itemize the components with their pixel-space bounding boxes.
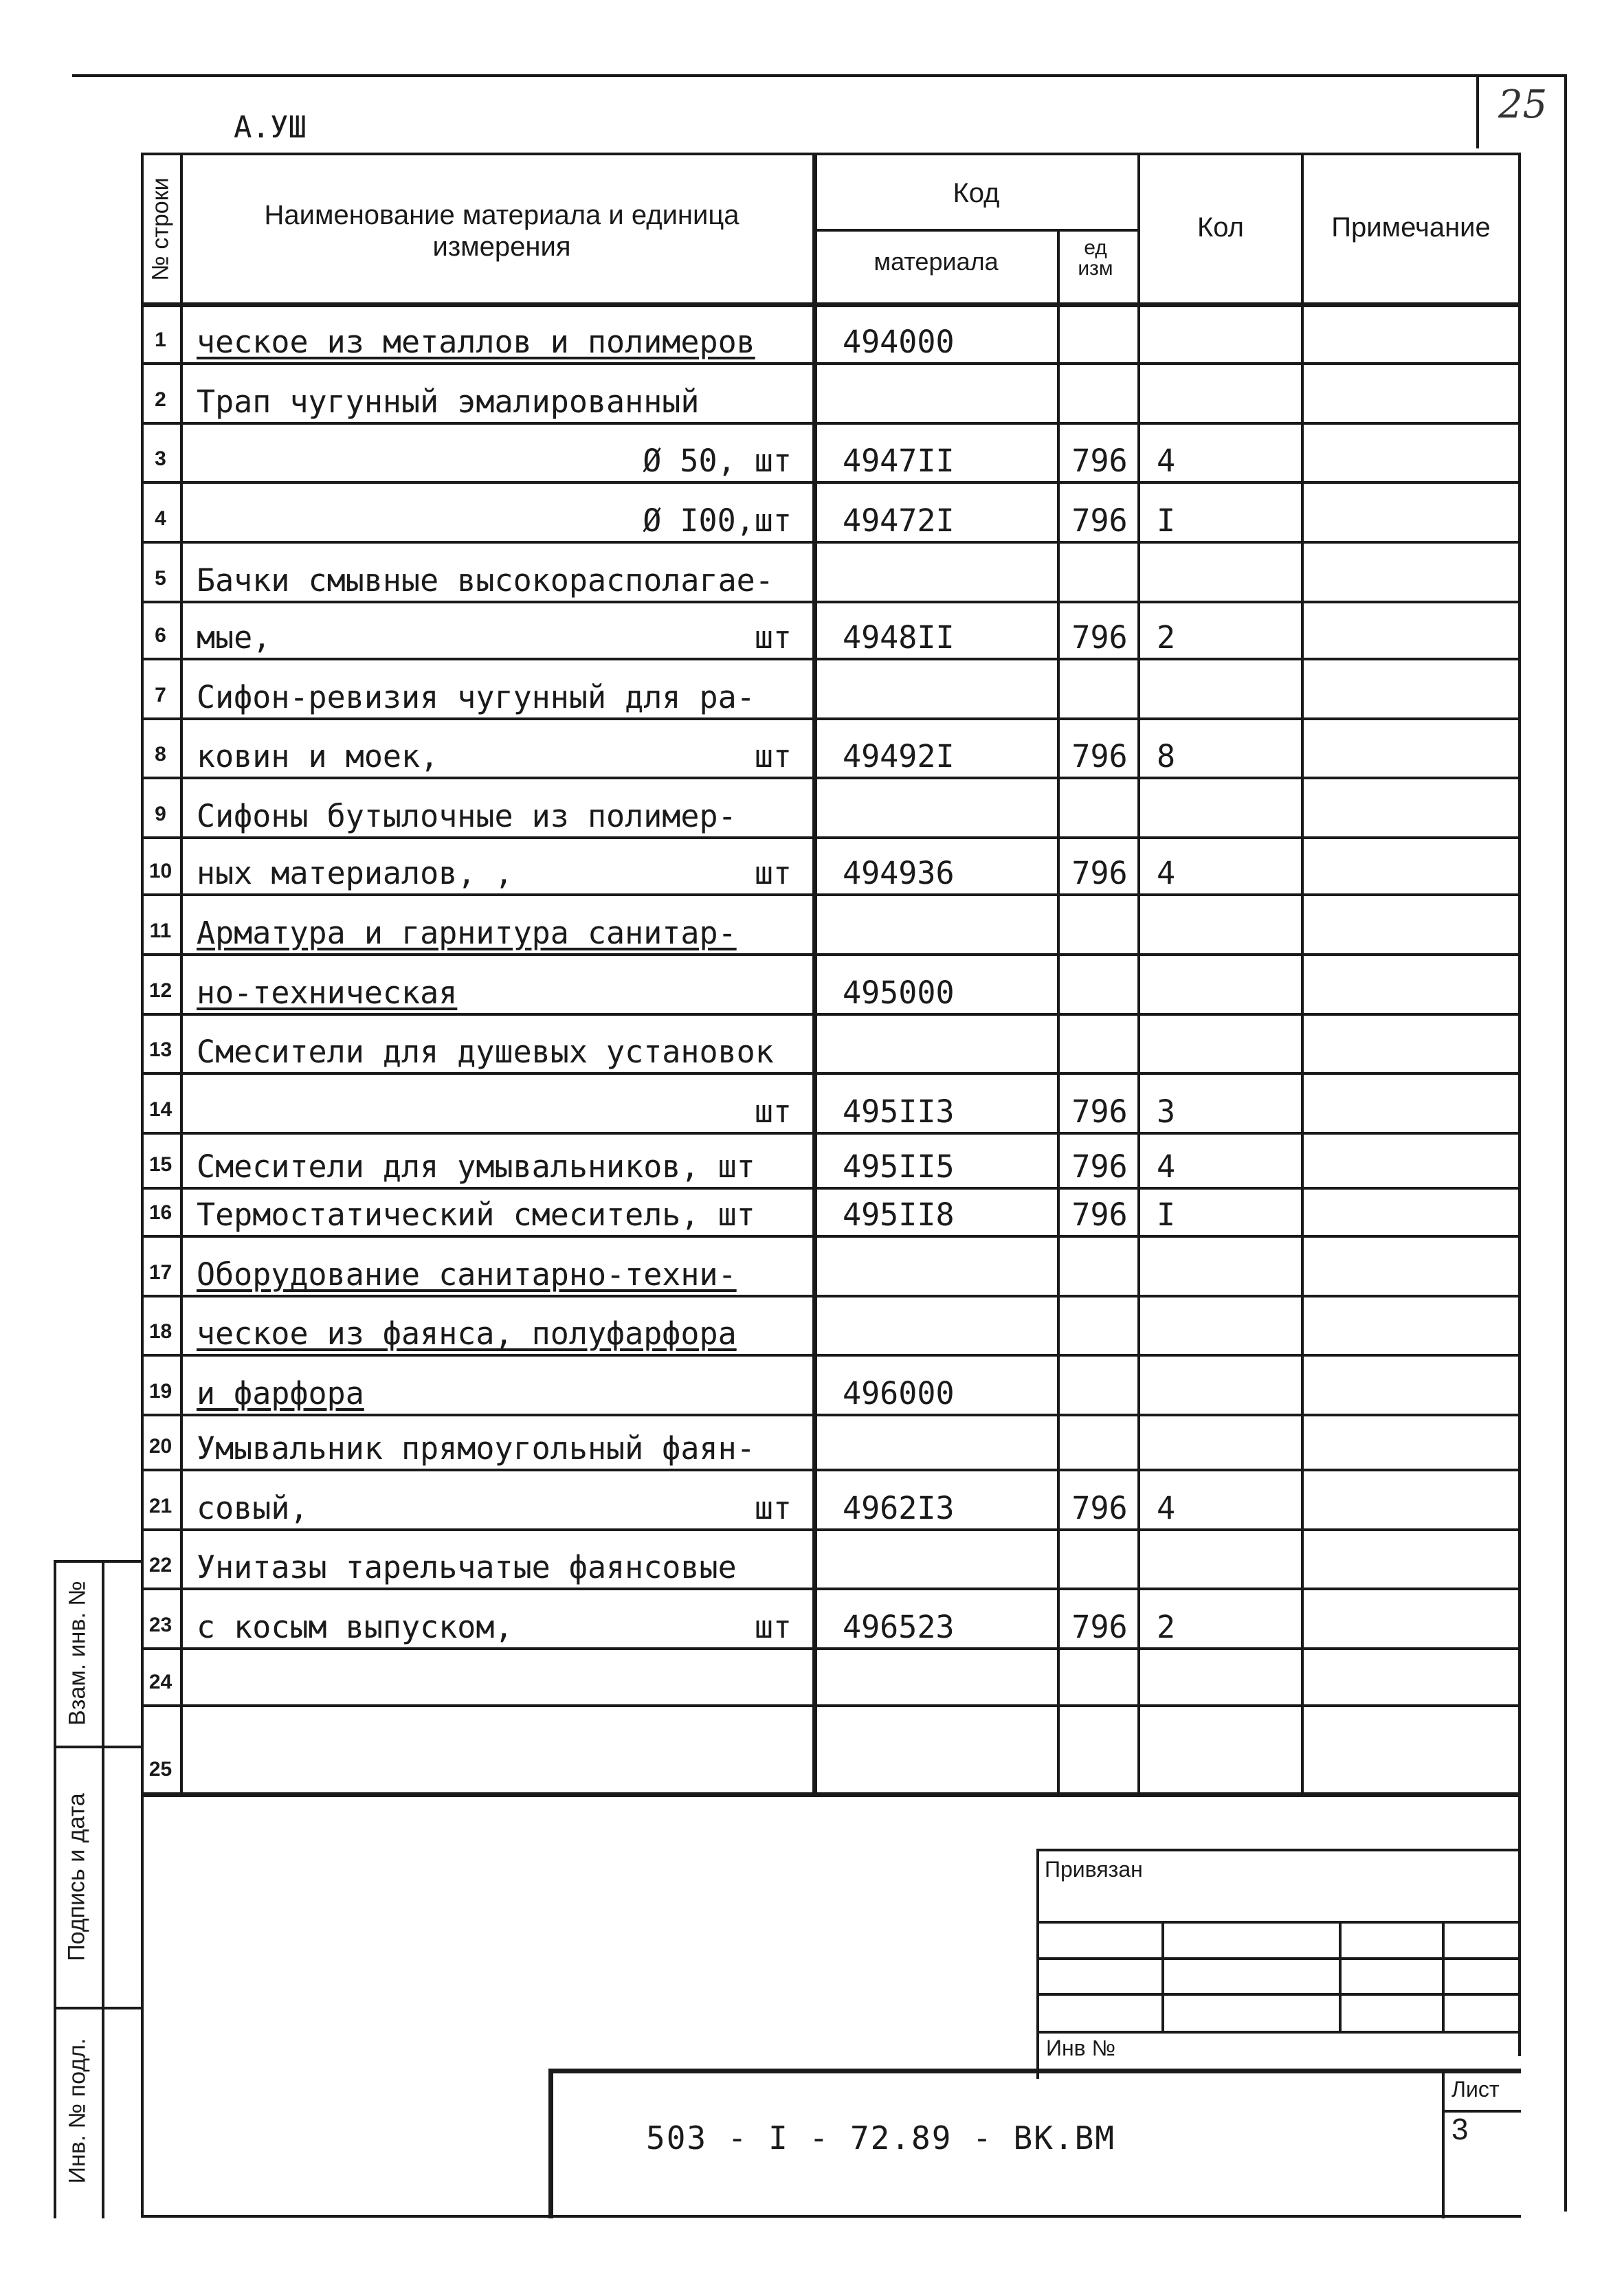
table-row	[141, 1356, 1518, 1416]
row-number: 18	[148, 1320, 173, 1343]
stamp-left	[1036, 1849, 1039, 2079]
row-unit-text: Ø 50, шт	[643, 443, 792, 479]
row-quantity: 3	[1157, 1093, 1176, 1130]
row-name	[180, 424, 812, 483]
row-material-code: 4962I3	[843, 1490, 955, 1526]
row-number: 7	[155, 684, 166, 706]
row-name-text: Арматура и гарнитура санитар-	[197, 915, 737, 951]
table-row	[141, 1416, 1518, 1471]
row-quantity: I	[1157, 502, 1176, 539]
header-code-group: Код	[953, 178, 1000, 208]
page-number: 25	[1498, 82, 1548, 127]
row-name	[180, 895, 812, 955]
row-name-text: ковин и моек,	[197, 738, 439, 775]
table-row	[141, 1649, 1518, 1706]
row-number: 9	[155, 803, 166, 825]
row-name-text: Сифоны бутылочные из полимер-	[197, 798, 737, 834]
row-name	[180, 304, 812, 364]
row-number: 4	[155, 507, 166, 530]
frame-top-border	[141, 153, 1521, 155]
stamp-vline-2	[1339, 1921, 1342, 2031]
row-name	[180, 1356, 812, 1416]
row-name-text: Умывальник прямоугольный фаян-	[197, 1430, 755, 1467]
table-bottom-border	[141, 1792, 1521, 1797]
row-unit-code: 796	[1071, 619, 1128, 656]
table-row	[141, 304, 1518, 364]
page-number-box-left	[1476, 74, 1479, 148]
stamp-vline-3	[1442, 1921, 1445, 2031]
table-row	[141, 1471, 1518, 1530]
row-unit-text: шт	[754, 1490, 792, 1526]
table-row	[141, 1297, 1518, 1356]
row-name-text: ческое из металлов и полимеров	[197, 324, 755, 360]
row-unit-text: шт	[754, 1093, 792, 1130]
table-row	[141, 838, 1518, 895]
table-row	[141, 955, 1518, 1015]
header-note: Примечание	[1331, 212, 1491, 243]
row-material-code: 495II8	[843, 1196, 955, 1233]
row-unit-text: шт	[754, 738, 792, 775]
row-material-code: 4948II	[843, 619, 955, 656]
stamp-line-2	[1036, 1957, 1521, 1960]
row-unit-code: 796	[1071, 855, 1128, 891]
row-name-text: ных материалов, ,	[197, 855, 513, 891]
table-row	[141, 1706, 1518, 1794]
document-code: 503 - I - 72.89 - ВК.ВМ	[646, 2119, 1115, 2157]
row-quantity: 4	[1157, 443, 1176, 479]
row-name-text: Трап чугунный эмалированный	[197, 383, 700, 420]
row-material-code: 4947II	[843, 443, 955, 479]
row-name	[180, 603, 812, 660]
row-material-code: 495000	[843, 974, 955, 1011]
row-quantity: I	[1157, 1196, 1176, 1233]
row-number: 10	[148, 860, 173, 882]
row-number: 6	[155, 624, 166, 647]
row-unit-text: шт	[754, 1609, 792, 1645]
row-number: 15	[148, 1153, 173, 1176]
table-row	[141, 1189, 1518, 1237]
row-number: 1	[155, 328, 166, 351]
row-unit-code: 796	[1071, 1093, 1128, 1130]
row-number: 11	[149, 920, 172, 942]
row-number: 24	[148, 1671, 173, 1693]
row-name	[180, 779, 812, 838]
row-unit-code: 796	[1071, 738, 1128, 775]
table-row	[141, 1590, 1518, 1649]
row-name-text: но-техническая	[197, 974, 458, 1011]
row-material-code: 495II5	[843, 1148, 955, 1185]
table-row	[141, 424, 1518, 483]
row-name-text: Унитазы тарельчатые фаянсовые	[197, 1549, 737, 1585]
row-name	[180, 483, 812, 543]
table-row	[141, 895, 1518, 955]
table-row	[141, 1237, 1518, 1297]
row-name	[180, 660, 812, 720]
row-unit-code: 796	[1071, 1490, 1128, 1526]
row-material-code: 496523	[843, 1609, 955, 1645]
row-name	[180, 364, 812, 424]
titleblock-left	[548, 2069, 553, 2218]
stamp-inv-no: Инв №	[1046, 2036, 1115, 2060]
row-name	[180, 1530, 812, 1590]
stamp-line-4	[1036, 2031, 1521, 2034]
row-name-text: Смесители для душевых установок	[197, 1034, 774, 1070]
row-name-text: мые,	[197, 619, 271, 656]
titleblock-sheet-divider	[1442, 2069, 1445, 2218]
table-row	[141, 1134, 1518, 1189]
row-name-text: Смесители для умывальников, шт	[197, 1148, 755, 1185]
row-quantity: 8	[1157, 738, 1176, 775]
header-unit-code: ед изм	[1078, 236, 1113, 280]
row-name	[180, 1416, 812, 1471]
row-number: 5	[155, 567, 166, 590]
side-strip-left	[54, 1560, 56, 2218]
table-row	[141, 720, 1518, 779]
row-quantity: 4	[1157, 855, 1176, 891]
row-unit-text: шт	[754, 619, 792, 656]
row-number: 21	[148, 1495, 173, 1517]
row-material-code: 496000	[843, 1375, 955, 1412]
stamp-line-3	[1036, 1993, 1521, 1996]
sheet-code-label: А.УШ	[234, 110, 307, 145]
row-material-code: 49492I	[843, 738, 955, 775]
header-qty: Кол	[1197, 212, 1244, 243]
row-name	[180, 1297, 812, 1356]
row-name	[180, 1074, 812, 1134]
row-name	[180, 1706, 812, 1794]
titleblock-top	[548, 2069, 1521, 2073]
row-name	[180, 838, 812, 895]
row-unit-code: 796	[1071, 1196, 1128, 1233]
row-number: 3	[155, 447, 166, 470]
row-unit-text: Ø I00,шт	[643, 502, 792, 539]
top-border-line	[72, 74, 1567, 77]
row-quantity: 2	[1157, 619, 1176, 656]
row-name	[180, 1590, 812, 1649]
header-material: материала	[874, 247, 999, 276]
row-name	[180, 1134, 812, 1189]
stamp-top	[1036, 1849, 1521, 1851]
row-number: 25	[148, 1758, 173, 1781]
row-name	[180, 955, 812, 1015]
row-material-code: 494936	[843, 855, 955, 891]
row-number: 12	[148, 979, 173, 1002]
row-name-text: Оборудование санитарно-техни-	[197, 1256, 737, 1293]
stamp-line-1	[1036, 1921, 1521, 1924]
row-number: 8	[155, 743, 166, 766]
table-row	[141, 1074, 1518, 1134]
row-number: 16	[148, 1201, 173, 1224]
row-name-text: Бачки смывные высокорасполагае-	[197, 562, 774, 599]
stamp-privyazan: Привязан	[1045, 1857, 1143, 1882]
row-name	[180, 720, 812, 779]
side-label-podpis: Подпись и дата	[63, 1793, 90, 1961]
table-row	[141, 543, 1518, 603]
frame-right-border	[1518, 153, 1521, 2056]
row-material-code: 495II3	[843, 1093, 955, 1130]
row-name	[180, 1189, 812, 1237]
row-unit-code: 796	[1071, 1609, 1128, 1645]
row-quantity: 2	[1157, 1609, 1176, 1645]
row-number: 22	[148, 1554, 173, 1577]
row-number: 19	[148, 1380, 173, 1403]
row-name-text: Термостатический смеситель, шт	[197, 1196, 755, 1233]
row-material-code: 49472I	[843, 502, 955, 539]
table-row	[141, 1530, 1518, 1590]
row-name	[180, 543, 812, 603]
sheet-label: Лист	[1451, 2077, 1500, 2102]
table-row	[141, 603, 1518, 660]
table-row	[141, 1015, 1518, 1074]
table-row	[141, 364, 1518, 424]
side-strip-inner	[102, 1560, 104, 2218]
header-rownum-cell	[141, 153, 180, 302]
header-name: Наименование материала и единица измерения	[264, 200, 739, 262]
row-number: 23	[148, 1614, 173, 1636]
row-unit-code: 796	[1071, 1148, 1128, 1185]
row-name	[180, 1015, 812, 1074]
row-quantity: 4	[1157, 1148, 1176, 1185]
table-row	[141, 779, 1518, 838]
row-unit-text: шт	[754, 855, 792, 891]
row-name-text: с косым выпуском,	[197, 1609, 513, 1645]
header-rownum: № строки	[147, 177, 174, 281]
row-name-text: совый,	[197, 1490, 309, 1526]
row-name-text: ческое из фаянса, полуфарфора	[197, 1315, 737, 1352]
row-name	[180, 1649, 812, 1706]
sheet-number: 3	[1451, 2113, 1469, 2146]
row-name	[180, 1237, 812, 1297]
table-row	[141, 660, 1518, 720]
header-code-divider	[812, 229, 1137, 232]
row-name-text: и фарфора	[197, 1375, 364, 1412]
row-unit-code: 796	[1071, 443, 1128, 479]
row-material-code: 494000	[843, 324, 955, 360]
side-label-inv-podl: Инв. № подл.	[64, 2038, 91, 2184]
table-row	[141, 483, 1518, 543]
row-number: 2	[155, 388, 166, 411]
row-number: 14	[148, 1098, 173, 1121]
row-name-text: Сифон-ревизия чугунный для ра-	[197, 679, 755, 715]
right-outer-border	[1564, 74, 1567, 2212]
side-label-vzam: Взам. инв. №	[64, 1581, 91, 1726]
row-unit-code: 796	[1071, 502, 1128, 539]
stamp-vline-1	[1161, 1921, 1164, 2031]
row-number: 17	[148, 1261, 173, 1284]
row-number: 13	[148, 1038, 173, 1061]
row-number: 20	[148, 1435, 173, 1458]
frame-bottom-border	[141, 2215, 1521, 2218]
row-quantity: 4	[1157, 1490, 1176, 1526]
row-name	[180, 1471, 812, 1530]
